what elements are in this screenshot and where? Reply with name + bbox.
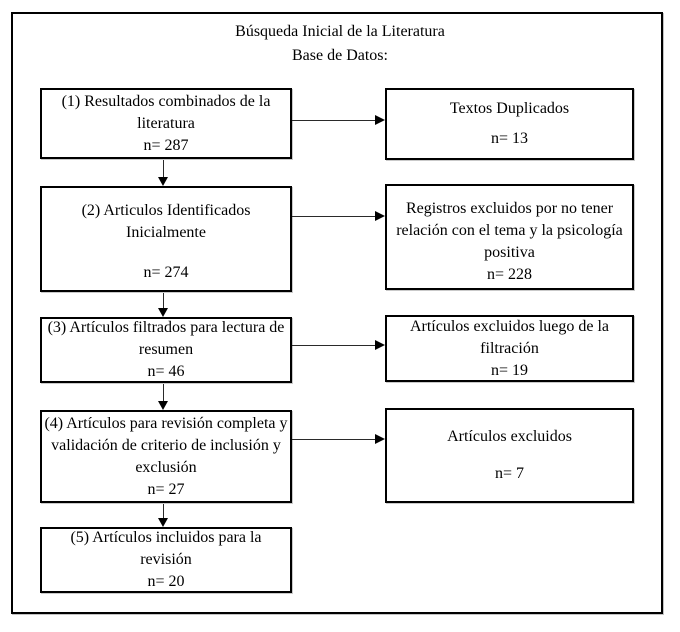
- right-box-excluded: [385, 408, 634, 503]
- title-line-2: Base de Datos:: [292, 47, 388, 64]
- down-arrow-icon: [157, 160, 169, 186]
- left-box-combined-results: [40, 88, 292, 159]
- box-count: n= 228: [486, 266, 533, 283]
- box-text: Artículos excluidos luego de la filtración: [409, 317, 610, 357]
- right-arrow-icon: [292, 340, 385, 350]
- down-arrow-icon: [157, 384, 169, 410]
- box-count: n= 13: [490, 130, 529, 147]
- left-box-full-review: [40, 410, 292, 503]
- box-text: (4) Artículos para revisión completa y validación de criterio de inclusión y exclusión: [44, 414, 288, 476]
- arrow-head: [375, 211, 385, 221]
- left-box-filtered-abstract: [40, 317, 292, 383]
- box-text: (5) Artículos incluidos para la revisión: [70, 529, 262, 568]
- box-text: (3) Artículos filtrados para lectura de resumen: [47, 319, 285, 358]
- box-text: (1) Resultados combinados de la literatura: [61, 92, 271, 132]
- box-count: n= 46: [147, 363, 185, 380]
- arrow-line: [292, 345, 375, 346]
- arrow-head: [158, 518, 168, 527]
- down-arrow-icon: [157, 504, 169, 527]
- arrow-line: [163, 504, 164, 518]
- arrow-head: [375, 340, 385, 350]
- box-count: n= 7: [494, 465, 525, 483]
- right-box-duplicates: [385, 88, 634, 160]
- right-arrow-icon: [292, 434, 385, 444]
- title-line-1: Búsqueda Inicial de la Literatura: [235, 23, 445, 40]
- left-box-included: [40, 527, 292, 593]
- down-arrow-icon: [157, 293, 169, 317]
- arrow-head: [158, 401, 168, 410]
- box-text: Registros excluidos por no tener relación con el tema y la psicología positiva: [396, 200, 623, 261]
- box-text: (2) Articulos Identificados Inicialmente: [81, 202, 251, 241]
- diagram-title: [0, 20, 680, 68]
- right-box-excluded-unrelated: [385, 184, 634, 290]
- arrow-line: [163, 160, 164, 177]
- left-box-identified-articles: [40, 186, 292, 292]
- arrow-line: [292, 439, 375, 440]
- arrow-line: [292, 120, 375, 121]
- arrow-head: [375, 434, 385, 444]
- box-count: n= 27: [147, 480, 185, 498]
- box-text: Artículos excluidos: [447, 427, 572, 445]
- arrow-head: [158, 308, 168, 317]
- arrow-line: [163, 384, 164, 401]
- box-count: n= 20: [147, 573, 185, 590]
- right-arrow-icon: [292, 211, 385, 221]
- box-count: n= 287: [143, 136, 189, 154]
- arrow-line: [292, 216, 375, 217]
- box-count: n= 19: [490, 361, 529, 379]
- box-count: n= 274: [143, 264, 189, 281]
- arrow-head: [375, 115, 385, 125]
- arrow-head: [158, 177, 168, 186]
- box-text: Textos Duplicados: [449, 100, 570, 117]
- right-box-excluded-after-filter: [385, 315, 634, 382]
- arrow-line: [163, 293, 164, 308]
- right-arrow-icon: [292, 115, 385, 125]
